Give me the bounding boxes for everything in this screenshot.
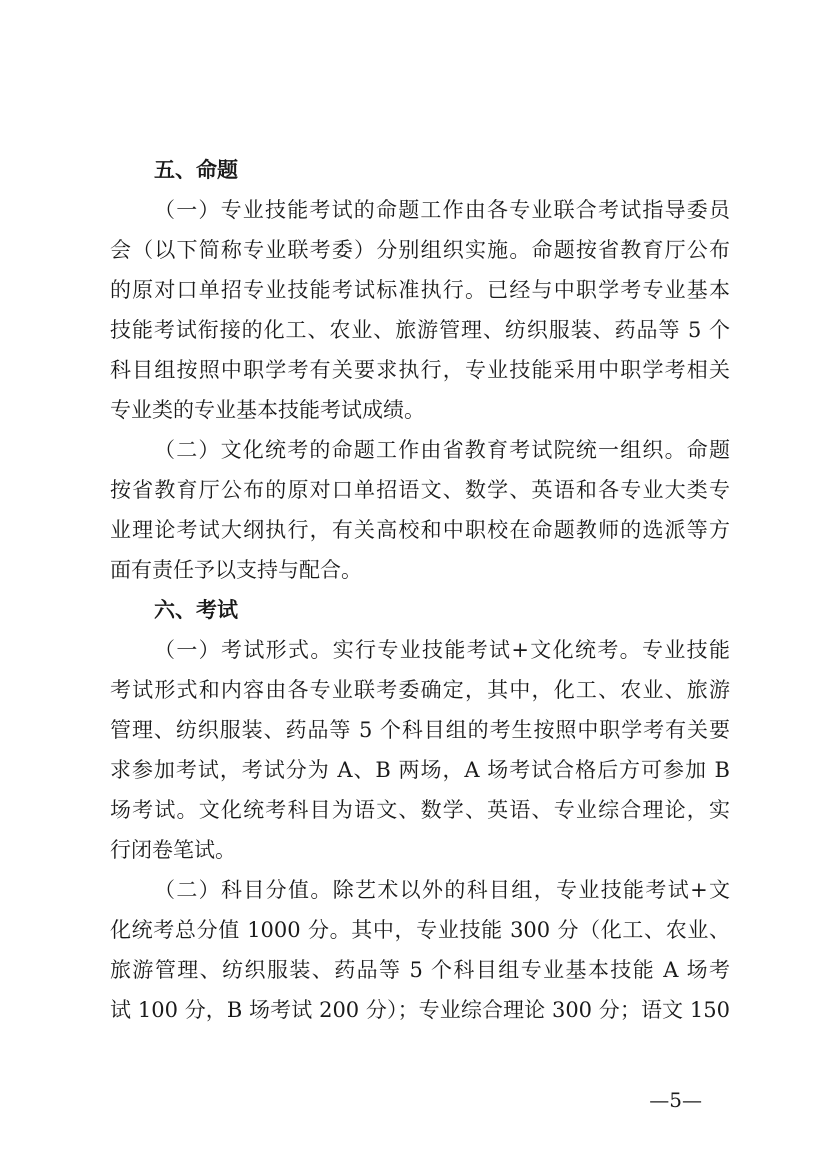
text-line: 场考试。文化统考科目为语文、数学、英语、专业综合理论，实 — [110, 798, 730, 822]
text-line: 专业类的专业基本技能考试成绩。 — [110, 398, 425, 422]
text-line: （一）考试形式。实行专业技能考试+文化统考。专业技能 — [154, 638, 730, 662]
text-line: 按省教育厅公布的原对口单招语文、数学、英语和各专业大类专 — [110, 478, 730, 502]
section-heading-kaoshi: 六、考试 — [154, 597, 238, 622]
text-line: （一）专业技能考试的命题工作由各专业联合考试指导委员 — [154, 198, 730, 222]
text-line: 求参加考试，考试分为 A、B 两场，A 场考试合格后方可参加 B — [110, 758, 730, 782]
text-line: 会（以下简称专业联考委）分别组织实施。命题按省教育厅公布 — [110, 238, 730, 262]
text-line: 面有责任予以支持与配合。 — [110, 558, 362, 582]
section-heading-mingti: 五、命题 — [154, 157, 238, 182]
paragraph — [110, 870, 730, 1030]
text-line: 旅游管理、纺织服装、药品等 5 个科目组专业基本技能 A 场考 — [110, 958, 730, 982]
text-line: 试 100 分，B 场考试 200 分）；专业综合理论 300 分；语文 150 — [110, 998, 730, 1022]
text-line: 管理、纺织服装、药品等 5 个科目组的考生按照中职学考有关要 — [110, 718, 730, 742]
paragraph — [110, 430, 730, 590]
text-line: 的原对口单招专业技能考试标准执行。已经与中职学考专业基本 — [110, 278, 730, 302]
paragraph — [110, 630, 730, 870]
text-line: 考试形式和内容由各专业联考委确定，其中，化工、农业、旅游 — [110, 678, 730, 702]
text-line: 化统考总分值 1000 分。其中，专业技能 300 分（化工、农业、 — [110, 918, 730, 942]
page-number: —5— — [649, 1088, 702, 1112]
text-line: （二）文化统考的命题工作由省教育考试院统一组织。命题 — [154, 438, 730, 462]
text-line: 科目组按照中职学考有关要求执行，专业技能采用中职学考相关 — [110, 358, 730, 382]
text-line: 行闭卷笔试。 — [110, 838, 236, 862]
document-body — [110, 150, 730, 1030]
text-line: 技能考试衔接的化工、农业、旅游管理、纺织服装、药品等 5 个 — [110, 318, 730, 342]
paragraph — [110, 190, 730, 430]
text-line: （二）科目分值。除艺术以外的科目组，专业技能考试+文 — [154, 878, 730, 902]
text-line: 业理论考试大纲执行，有关高校和中职校在命题教师的选派等方 — [110, 518, 730, 542]
